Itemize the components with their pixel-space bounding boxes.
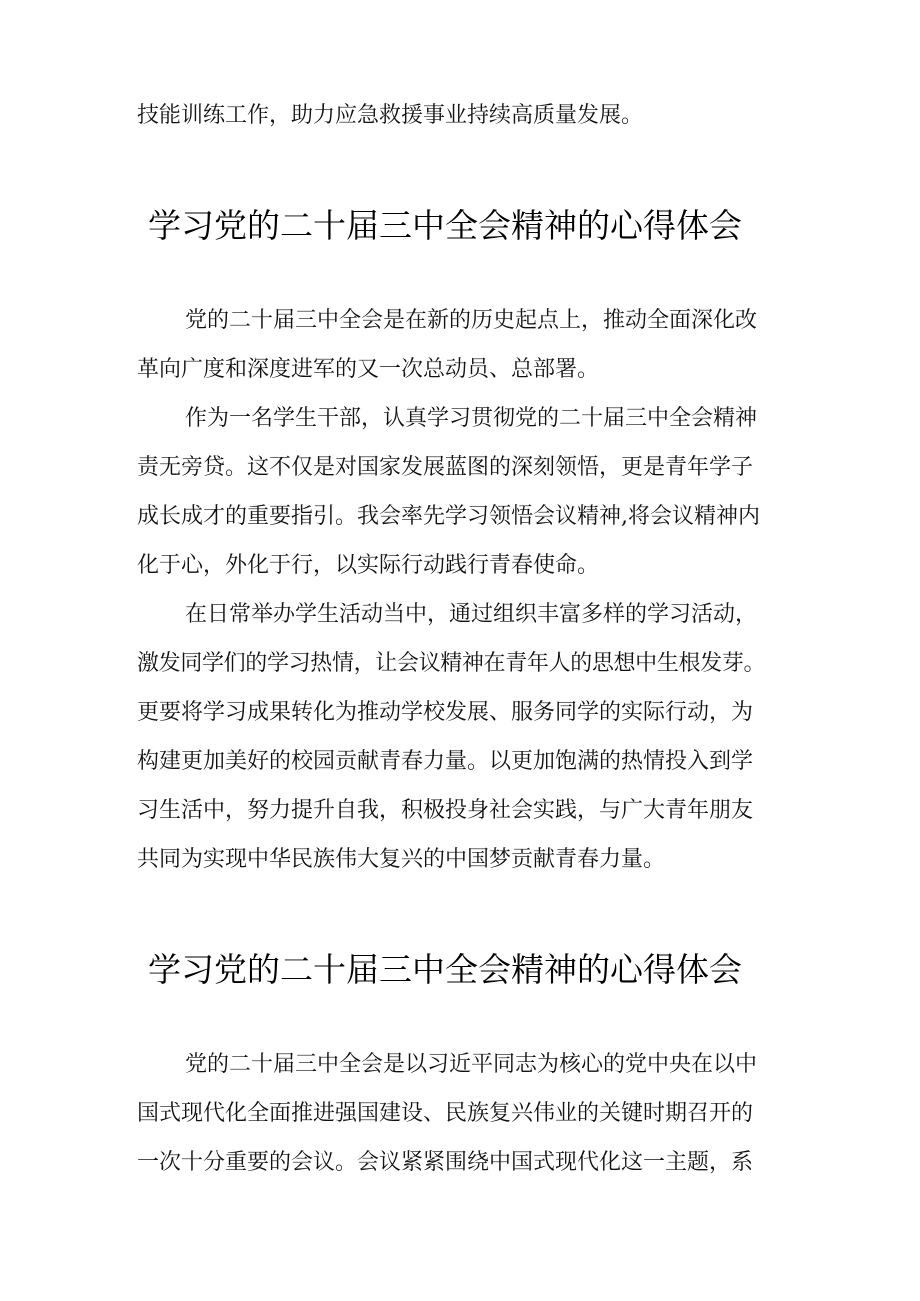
carryover-line-1: 技能训练工作，助力应急救援事业持续高质量发展。 (137, 103, 644, 128)
document-page: 技能训练工作，助力应急救援事业持续高质量发展。 学习党的二十届三中全会精神的心得体会 党的二十届三中全会是在新的历史起点上，推动全面深化改 革向广度和深度进军的又一次总动员、总部署。 作为一名学生干部，认真学习贯彻党的二十届三中全会精神 责无旁贷。这不仅是对国家发展蓝图的深刻领悟，更是青年学子 成长成才的重要指引。我会率先学习领悟会议精神,将会议精神内 化于心，外化于行，以实际行动践行青春使命。 在日常举办学生活动当中，通过组织丰富多样的学习活动， 激发同学们的学习热情，让会议精神在青年人的思想中生根发芽。 更要将学习成果转化为推动学校发展、服务同学的实际行动，为 构建更加美好的校园贡献青春力量。以更加饱满的热情投入到学 习生活中，努力提升自我，积极投身社会实践，与广大青年朋友 共同为实现中华民族伟大复兴的中国梦贡献青春力量。 学习党的二十届三中全会精神的心得体会 党的二十届三中全会是以习近平同志为核心的党中央在以中 国式现代化全面推进强国建设、民族复兴伟业的关键时期召开的 一次十分重要的会议。会议紧紧围绕中国式现代化这一主题，系 (0, 0, 920, 1301)
section-title: 学习党的二十届三中全会精神的心得体会 (148, 206, 742, 245)
section-title: 学习党的二十届三中全会精神的心得体会 (148, 950, 742, 989)
